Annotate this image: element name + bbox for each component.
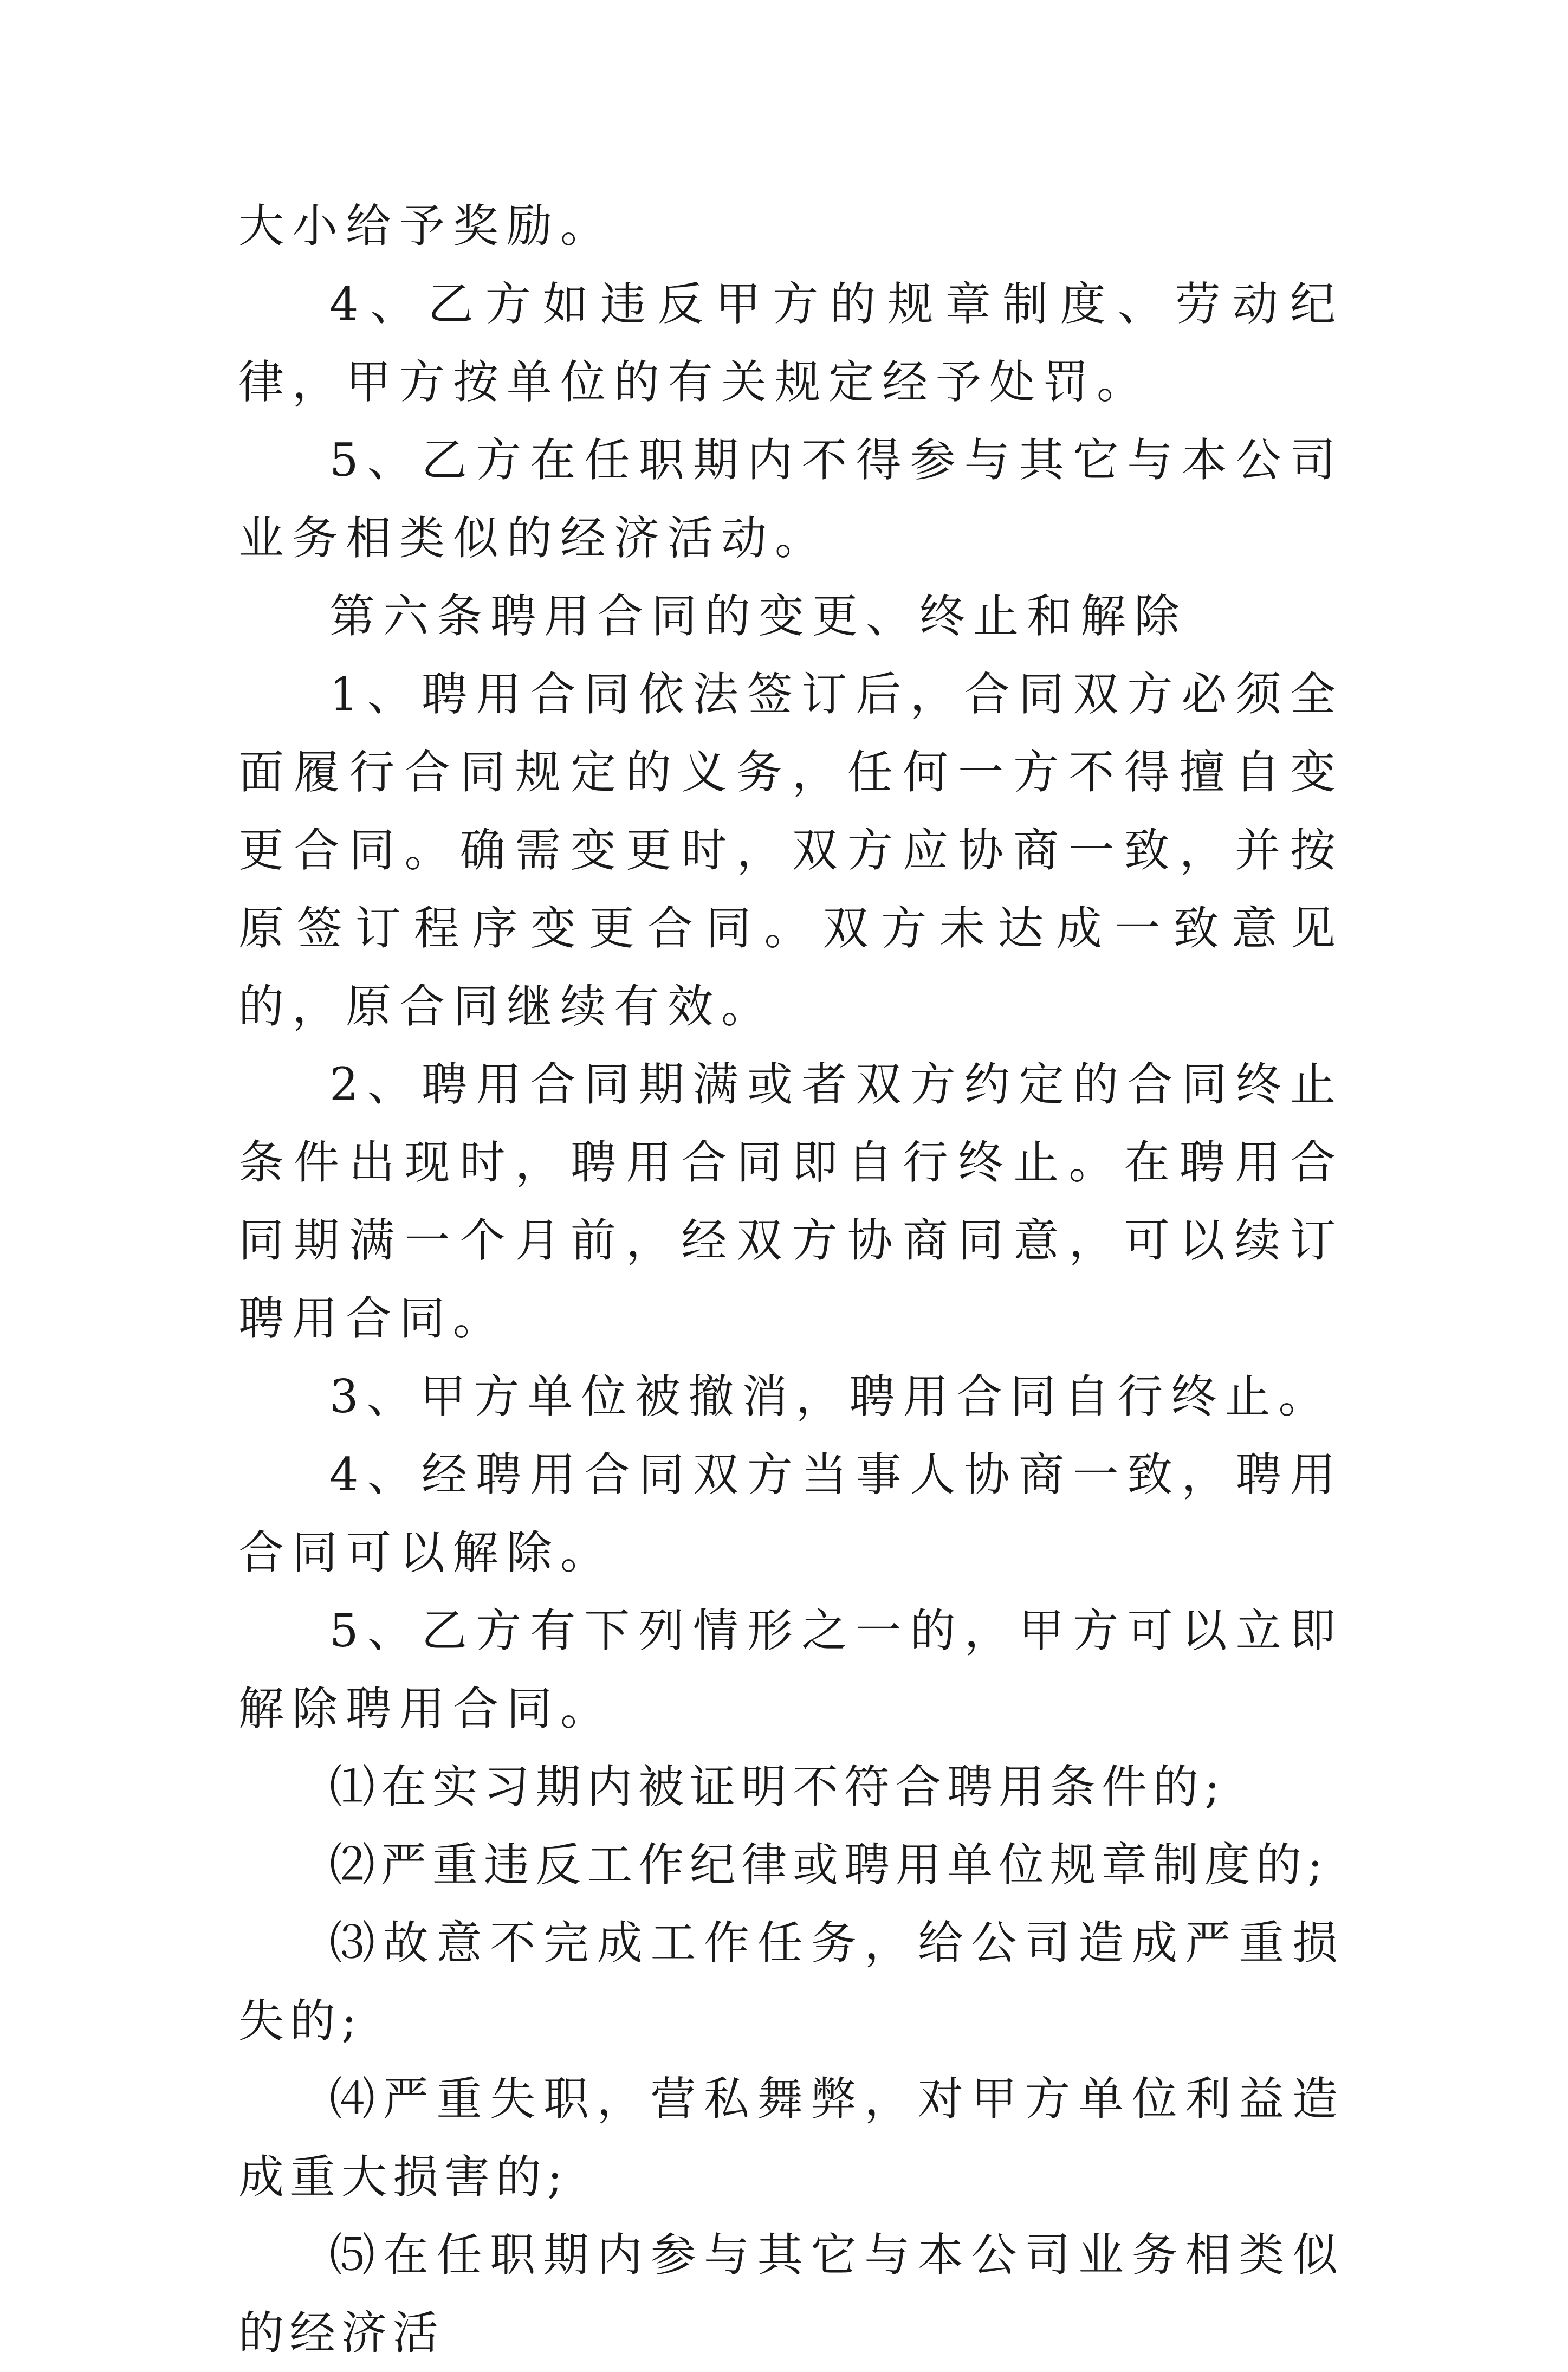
paragraph-article-6-item-3: 3、甲方单位被撤消，聘用合同自行终止。 xyxy=(329,1370,1332,1423)
paragraph-article-6-item-2: 2、聘用合同期满或者双方约定的合同终止条件出现时，聘用合同即自行终止。在聘用合同期满一个月前，经双方协商同意，可以续订聘用合同。 xyxy=(238,1058,1344,1345)
list-item-sub-2: ⑵严重违反工作纪律或聘用单位规章制度的; xyxy=(329,1838,1329,1891)
paragraph-article-6-item-5: 5、乙方有下列情形之一的，甲方可以立即解除聘用合同。 xyxy=(238,1604,1344,1735)
paragraph-article-6-item-4: 4、经聘用合同双方当事人协商一致，聘用合同可以解除。 xyxy=(238,1448,1344,1579)
section-heading-article-6: 第六条聘用合同的变更、终止和解除 xyxy=(329,590,1188,643)
list-item-sub-1: ⑴在实习期内被证明不符合聘用条件的; xyxy=(329,1760,1226,1813)
list-item-sub-5: ⑸在任职期内参与其它与本公司业务相类似的经济活 xyxy=(238,2228,1344,2360)
list-item-sub-3: ⑶故意不完成工作任务，给公司造成严重损失的; xyxy=(238,1916,1344,2047)
paragraph-clause-4: 4、乙方如违反甲方的规章制度、劳动纪律，甲方按单位的有关规定经予处罚。 xyxy=(238,277,1344,409)
paragraph-continuation: 大小给予奖励。 xyxy=(238,199,614,253)
list-item-sub-4: ⑷严重失职，营私舞弊，对甲方单位利益造成重大损害的; xyxy=(238,2072,1344,2203)
paragraph-clause-5: 5、乙方在任职期内不得参与其它与本公司业务相类似的经济活动。 xyxy=(238,434,1344,565)
paragraph-article-6-item-1: 1、聘用合同依法签订后，合同双方必须全面履行合同规定的义务，任何一方不得擅自变更合同。确需变更时，双方应协商一致，并按原签订程序变更合同。双方未达成一致意见的，原合同继续有效。 xyxy=(238,668,1344,1033)
document-body xyxy=(238,187,1344,2372)
